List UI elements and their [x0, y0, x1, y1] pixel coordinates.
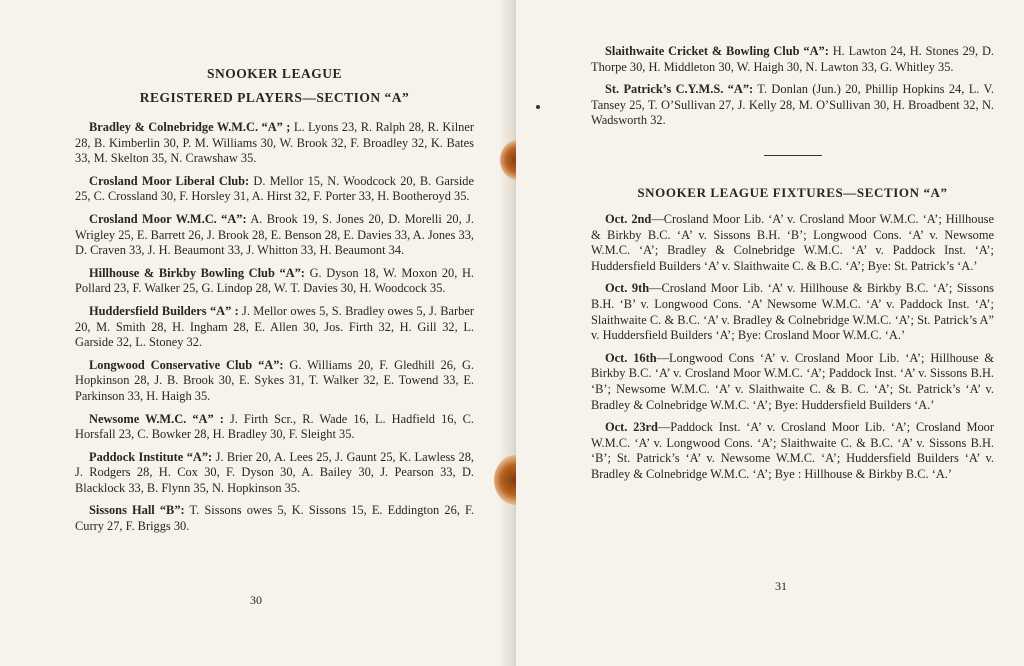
- club-name: Crosland Moor W.M.C. “A”:: [89, 211, 247, 226]
- club-players: J. Mellor owes 5, S. Bradley owes 5, J. Barber 20, M. Smith 28, H. Ingham 28, E. Allen 30, Jos. Firth 32, H. Gill 32, L. Garside 32, L. Stoney 32.: [75, 303, 474, 350]
- fixture-entry: [591, 420, 994, 482]
- league-title: SNOOKER LEAGUE: [207, 66, 342, 81]
- club-name: Hillhouse & Birkby Bowling Club “A”:: [89, 265, 305, 280]
- club-name: Sissons Hall “B”:: [89, 503, 185, 518]
- margin-dot: [536, 105, 540, 109]
- club-entry: [75, 503, 474, 534]
- fixture-matches: —Longwood Cons ‘A’ v. Crosland Moor Lib. ‘A’; Hillhouse & Birkby B.C. ‘A’ v. Crosland Moor W.M.C. ‘A’; Paddock Inst. ‘A’ v. Sissons B.H. ‘B’; Newsome W.M.C. ‘A’ v. Slaithwaite C. & B. C. ‘A’; St. Patrick’s ‘A’ v. Bradley & Colnebridge W.M.C. ‘A’; Bye: Huddersfield Builders ‘A.’: [591, 350, 995, 412]
- page-number: 30: [250, 593, 262, 607]
- club-entry: [75, 450, 474, 497]
- club-entry: [591, 44, 994, 75]
- page-number: 31: [775, 579, 787, 593]
- club-entry: [75, 212, 474, 259]
- club-name: Slaithwaite Cricket & Bowling Club “A”:: [605, 44, 829, 58]
- club-name: Huddersfield Builders “A” :: [89, 303, 239, 318]
- club-name: Newsome W.M.C. “A” :: [89, 411, 224, 426]
- club-players: H. Lawton 24, H. Stones 29, D. Thorpe 30, H. Middleton 30, W. Haigh 30, N. Lawton 33, G. Whitley 35.: [591, 44, 994, 74]
- fixture-entry: [591, 281, 994, 343]
- club-players: T. Donlan (Jun.) 20, Phillip Hopkins 24, L. V. Tansey 25, T. O’Sullivan 27, J. Kelly 28, M. O’Sullivan 30, H. Broadbent 32, N. Wadsworth 32.: [591, 82, 994, 128]
- club-name: Bradley & Colnebridge W.M.C. “A” ;: [89, 120, 291, 134]
- club-entry: [75, 266, 474, 297]
- club-name: Crosland Moor Liberal Club:: [89, 173, 250, 188]
- fixture-date: Oct. 23rd: [605, 420, 658, 435]
- fixture-matches: —Crosland Moor Lib. ‘A’ v. Crosland Moor W.M.C. ‘A’; Hillhouse & Birkby B.C. ‘A’ v. Sissons B.H. ‘B’; Longwood Cons. ‘A’ v. Newsome W.M.C. ‘A’; Bradley & Colnebridge W.M.C. ‘A’ v. Paddock Inst. ‘A’; Huddersfield Builders ‘A’ v. Slaithwaite C. & B.C. ‘A’; Bye: St. Patrick’s ‘A.’: [591, 211, 994, 273]
- fixture-matches: —Crosland Moor Lib. ‘A’ v. Hillhouse & Birkby B.C. ‘A’; Sissons B.H. ‘B’ v. Longwood Cons. ‘A’ Newsome W.M.C. ‘A’ v. Paddock Inst. ‘A’; Slaithwaite C. & B.C. ‘A’ v. Bradley & Colnebridge W.M.C. ‘A’; St. Patrick’s A” v. Huddersfield Builders ‘A’; Bye: Crosland Moor W.M.C. ‘A.’: [591, 281, 995, 343]
- club-players: A. Brook 19, S. Jones 20, D. Morelli 20, J. Wrigley 25, E. Barrett 26, J. Brook 28, E. Benson 28, E. Davies 33, A. Jones 33, D. Craven 33, J. H. Beaumont 33, J. Whitton 33, H. Beaumont 34.: [75, 211, 474, 258]
- fixture-entry: [591, 212, 994, 274]
- registered-players-title: REGISTERED PLAYERS—SECTION “A”: [139, 90, 410, 105]
- right-page: [516, 0, 1024, 666]
- club-name: St. Patrick’s C.Y.M.S. “A”:: [605, 82, 754, 97]
- fixture-date: Oct. 16th: [605, 350, 657, 365]
- club-entry: [75, 412, 474, 443]
- fixture-entry: [591, 351, 994, 413]
- club-players: D. Mellor 15, N. Woodcock 20, B. Garside 25, C. Crossland 30, F. Horsley 31, A. Hirst 32, F. Porter 33, H. Bootheroyd 35.: [75, 173, 474, 204]
- fixture-date: Oct. 2nd: [605, 211, 652, 226]
- club-entry: [75, 174, 474, 205]
- club-entry: [75, 120, 474, 167]
- club-entry: [75, 358, 474, 405]
- fixture-date: Oct. 9th: [605, 281, 650, 296]
- club-players: G. Williams 20, F. Gledhill 26, G. Hopkinson 28, J. B. Brook 30, E. Sykes 31, T. Walker 32, E. Towend 33, E. Parkinson 33, H. Haigh 35.: [75, 357, 475, 403]
- club-name: Longwood Conservative Club “A”:: [89, 357, 284, 372]
- club-players: J. Brier 20, A. Lees 25, J. Gaunt 25, K. Lawless 28, J. Rodgers 28, H. Cox 30, F. Dyson 30, A. Bailey 30, J. Pearson 33, D. Blacklock 33, B. Flynn 35, N. Hopkinson 35.: [75, 449, 474, 495]
- club-players: G. Dyson 18, W. Moxon 20, H. Pollard 23, F. Walker 25, G. Lindop 28, W. T. Davies 30, H. Woodcock 35.: [75, 265, 474, 296]
- club-players: J. Firth Scr., R. Wade 16, L. Hadfield 16, C. Horsfall 23, C. Bowker 28, H. Bradley 30, F. Sleight 35.: [75, 411, 474, 442]
- club-name: Paddock Institute “A”:: [89, 449, 213, 464]
- club-entry: [591, 82, 994, 129]
- club-players: T. Sissons owes 5, K. Sissons 15, E. Eddington 26, F. Curry 27, F. Briggs 30.: [75, 503, 474, 534]
- fixture-matches: —Paddock Inst. ‘A’ v. Crosland Moor Lib. ‘A’; Crosland Moor W.M.C. ‘A’ v. Longwood Cons. ‘A’; Slaithwaite C. & B.C. ‘A’ v. Sissons B.H. ‘B’; St. Patrick’s ‘A’ v. Newsome W.M.C. ‘A’; Huddersfield Builders ‘A’ v. Bradley & Colnebridge W.M.C. ‘A’; Bye : Hillhouse & Birkby B.C. ‘A.’: [591, 420, 994, 481]
- section-divider: [764, 155, 822, 156]
- club-entry: [75, 304, 474, 351]
- club-players: L. Lyons 23, R. Ralph 28, R. Kilner 28, B. Kimberlin 30, P. M. Williams 30, W. Brook 32, F. Broadley 32, K. Bates 33, M. Skelton 35, N. Crawshaw 35.: [75, 120, 474, 166]
- fixtures-title: SNOOKER LEAGUE FIXTURES—SECTION “A”: [637, 184, 948, 200]
